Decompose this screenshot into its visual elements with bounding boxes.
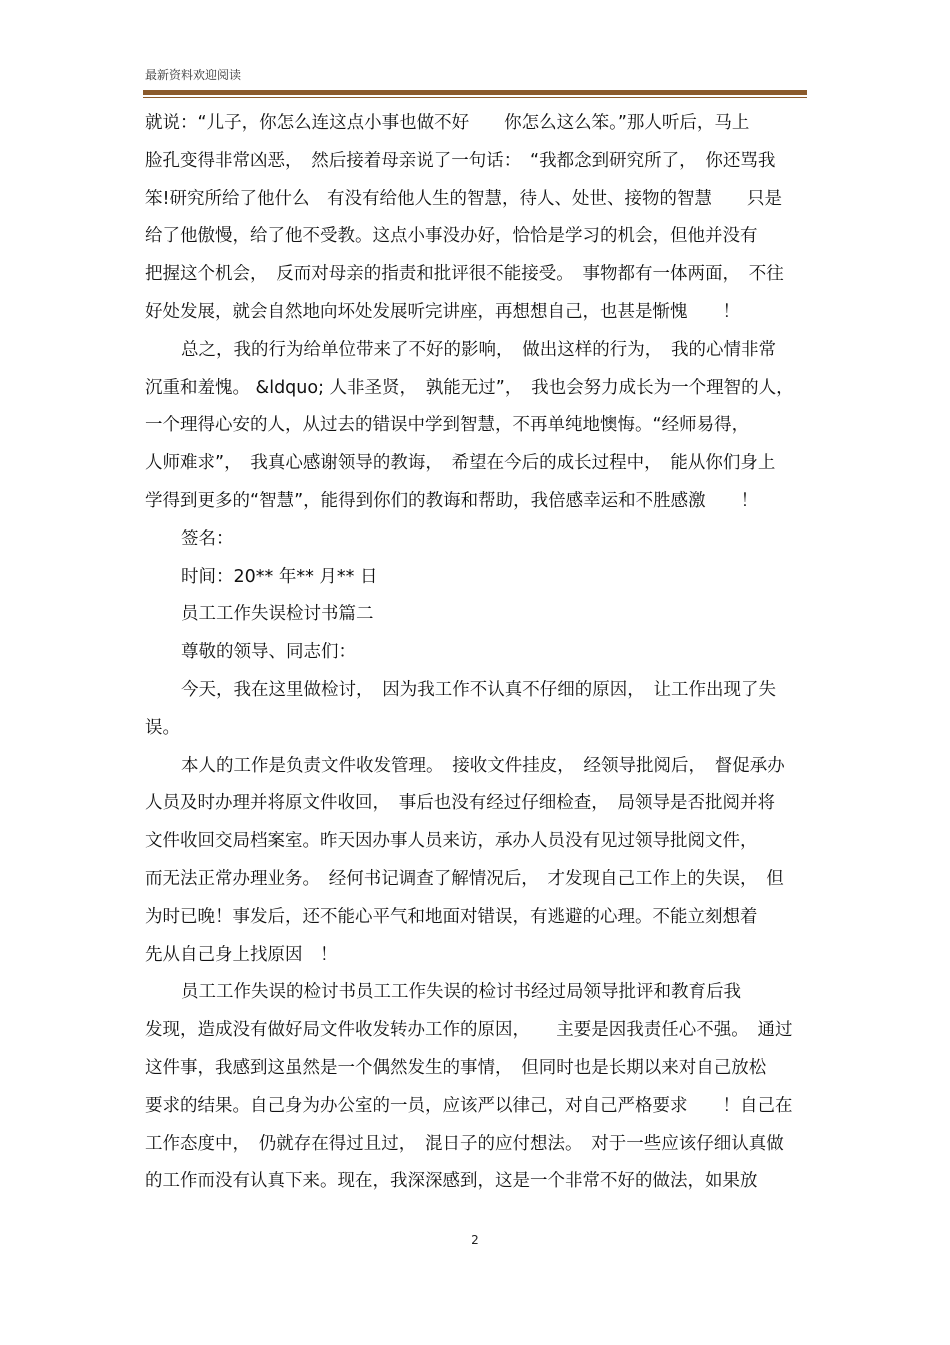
text-line: 本人的工作是负责文件收发管理。 接收文件挂皮， 经领导批阅后， 督促承办 (181, 755, 785, 776)
salutation: 尊敬的领导、同志们： (181, 642, 356, 663)
text-line: 给了他傲慢，给了他不受教。这点小事没办好，恰恰是学习的机会，但他并没有 (145, 226, 758, 247)
text-line: 沉重和羞愧。 &ldquo; 人非圣贤， 孰能无过”， 我也会努力成长为一个理智的人， (145, 377, 794, 398)
text-line: 这件事，我感到这虽然是一个偶然发生的事情， 但同时也是长期以来对自己放松 (145, 1057, 767, 1078)
text-line: 误。 (145, 717, 180, 738)
signature-label: 签名： (181, 528, 234, 549)
text-line: 学得到更多的“智慧”，能得到你们的教诲和帮助，我倍感幸运和不胜感激 ！ (145, 490, 759, 511)
text-line: 把握这个机会， 反而对母亲的指责和批评很不能接受。 事物都有一体两面， 不往 (145, 264, 784, 285)
header-rule-thick (143, 90, 807, 95)
text-line: 先从自己身上找原因 ！ (145, 944, 338, 965)
text-line: 发现，造成没有做好局文件收发转办工作的原因， 主要是因我责任心不强。 通过 (145, 1020, 793, 1041)
text-line: 人员及时办理并将原文件收回， 事后也没有经过仔细检查， 局领导是否批阅并将 (145, 793, 775, 814)
text-line: 今天，我在这里做检讨， 因为我工作不认真不仔细的原因， 让工作出现了失 (181, 679, 776, 700)
text-line: 总之，我的行为给单位带来了不好的影响， 做出这样的行为， 我的心情非常 (181, 339, 776, 360)
text-line: 好处发展，就会自然地向坏处发展听完讲座，再想想自己，也甚是惭愧 ！ (145, 301, 740, 322)
text-line: 而无法正常办理业务。 经何书记调查了解情况后， 才发现自己工作上的失误， 但 (145, 868, 784, 889)
document-body (145, 98, 807, 1194)
text-line: 就说：“儿子，你怎么连这点小事也做不好 你怎么这么笨。”那人听后，马上 (145, 113, 750, 133)
text-line: 人师难求”， 我真心感谢领导的教诲， 希望在今后的成长过程中， 能从你们身上 (145, 453, 776, 474)
text-line: 要求的结果。自己身为办公室的一员，应该严以律己，对自己严格要求 ！自己在 (145, 1095, 793, 1116)
text-line: 工作态度中， 仍就存在得过且过， 混日子的应付想法。 对于一些应该仔细认真做 (145, 1133, 784, 1154)
section-title: 员工工作失误检讨书篇二 (181, 604, 374, 625)
text-line: 笨!研究所给了他什么 有没有给他人生的智慧，待人、处世、接物的智慧 只是 (145, 188, 783, 209)
text-line: 脸孔变得非常凶恶， 然后接着母亲说了一句话： “我都念到研究所了， 你还骂我 (145, 150, 776, 171)
text-line: 文件收回交局档案室。昨天因办事人员来访，承办人员没有见过领导批阅文件， (145, 831, 758, 852)
page-header: 最新资料欢迎阅读 (145, 68, 242, 82)
page-number: 2 (471, 1233, 479, 1247)
text-line: 员工工作失误的检讨书员工工作失误的检讨书经过局领导批评和教育后我 (181, 982, 741, 1003)
date-line: 时间：20** 年** 月** 日 (181, 566, 378, 587)
text-line: 为时已晚！事发后，还不能心平气和地面对错误，有逃避的心理。不能立刻想着 (145, 906, 758, 927)
text-line: 的工作而没有认真下来。现在，我深深感到，这是一个非常不好的做法，如果放 (145, 1171, 758, 1192)
text-line: 一个理得心安的人，从过去的错误中学到智慧，不再单纯地懊悔。“经师易得， (145, 415, 750, 436)
